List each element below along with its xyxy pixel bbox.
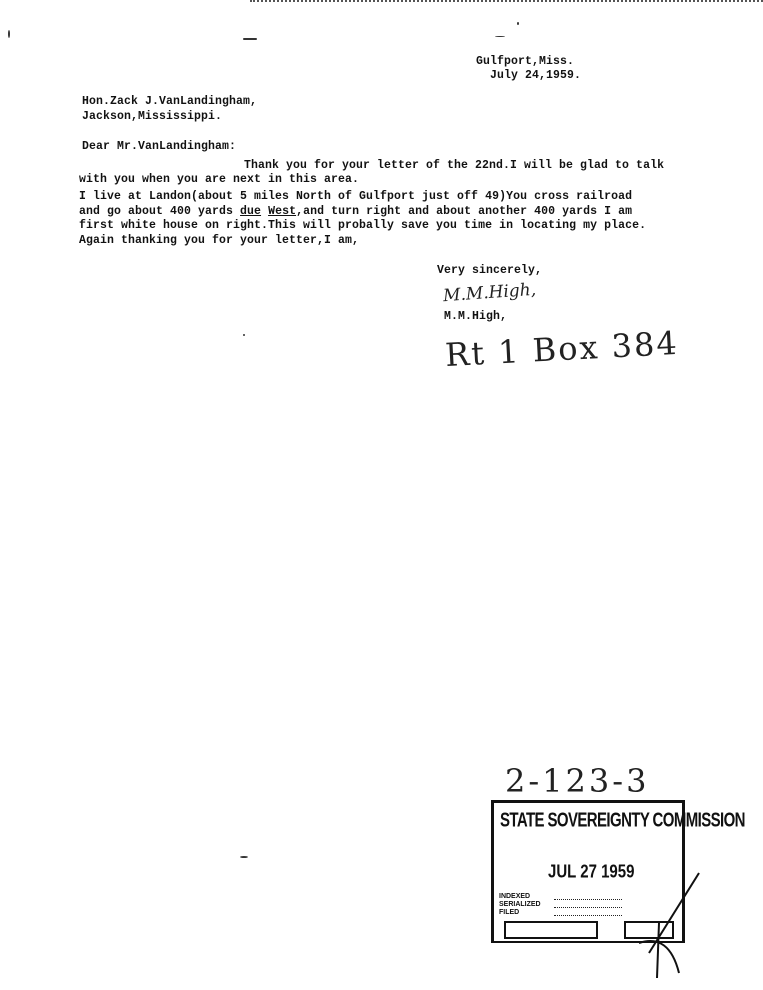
stamp-field-indexed: INDEXED (499, 893, 531, 900)
scan-mark (240, 856, 248, 858)
handwritten-address: Rt 1 Box 384 (444, 323, 680, 375)
stamp-field-serialized: SERIALIZED (499, 901, 541, 908)
stamp-date: JUL 27 1959 (548, 861, 635, 883)
handwritten-signature: M.M.High, (442, 279, 537, 307)
body-line: Thank you for your letter of the 22nd.I will be glad to talk (244, 159, 665, 172)
body-line (79, 205, 632, 218)
commission-stamp (491, 800, 745, 943)
body-line: with you when you are next in this area. (79, 173, 360, 186)
stamp-field-line (554, 894, 622, 900)
salutation: Dear Mr.VanLandingham: (82, 140, 237, 153)
body-line: first white house on right.This will probally save you time in locating my place. (79, 219, 647, 232)
body-text: and go about 400 yards (79, 205, 241, 218)
letter-date: July 24,1959. (490, 69, 582, 82)
scan-mark (517, 22, 519, 25)
stamp-box-left (504, 921, 598, 939)
typed-name: M.M.High, (444, 310, 508, 323)
scan-mark (8, 30, 10, 38)
stamp-initials-stroke (639, 873, 699, 978)
body-text: ,and turn right and about another 400 yards I am (296, 205, 633, 218)
body-line: I live at Landon(about 5 miles North of Gulfport just off 49)You cross railroad (79, 190, 633, 203)
closing: Very sincerely, (437, 264, 543, 277)
body-text-underlined: due (240, 205, 262, 218)
body-text (261, 205, 268, 218)
scan-mark (243, 334, 245, 336)
stamp-title: STATE SOVEREIGNTY COMMISSION (500, 809, 745, 832)
letter-place: Gulfport,Miss. (476, 55, 575, 68)
recipient-city: Jackson,Mississippi. (82, 110, 223, 123)
stamp-field-filed: FILED (499, 909, 520, 916)
top-edge-rule (250, 0, 763, 6)
stamp-field-line (554, 910, 622, 916)
body-line: Again thanking you for your letter,I am, (79, 234, 360, 247)
file-number: 2-123-3 (505, 762, 650, 800)
body-text-underlined: West (268, 205, 297, 218)
stamp-field-line (554, 902, 622, 908)
recipient-name: Hon.Zack J.VanLandingham, (82, 95, 258, 108)
stamp-initials-mark (629, 843, 709, 983)
scan-mark (495, 36, 505, 37)
scan-mark (243, 38, 257, 40)
